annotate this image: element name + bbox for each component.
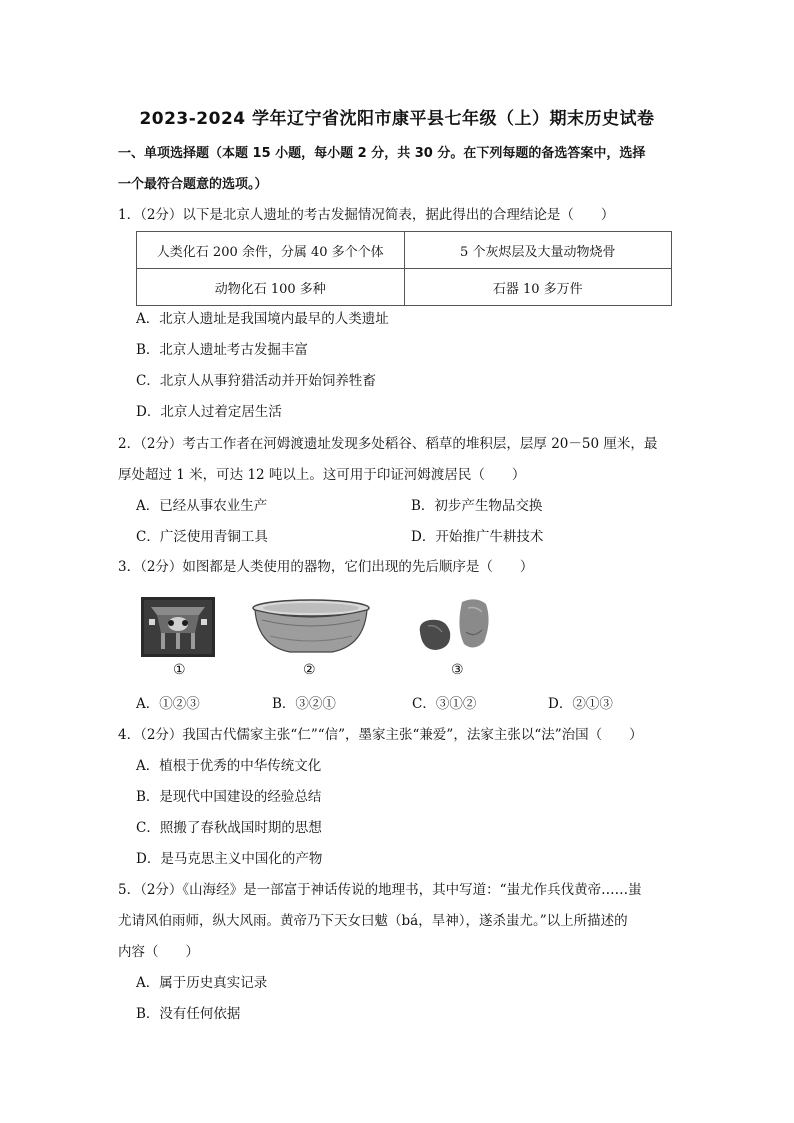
q3-option-a[interactable]: A．①②③ — [136, 696, 200, 712]
figure-caption-1: ① — [173, 662, 186, 678]
q2-option-a[interactable]: A．已经从事农业生产 — [136, 498, 268, 514]
q1-table-cell: 人类化石 200 余件，分属 40 多个个体 — [137, 232, 405, 269]
q1-table-cell: 动物化石 100 多种 — [137, 269, 405, 306]
q5-stem-line-2: 尤请风伯雨师，纵大风雨。黄帝乃下天女曰魃（bá，旱神），遂杀蚩尤。”以上所描述的 — [118, 913, 628, 929]
pottery-bowl-image — [250, 598, 372, 656]
q1-option-c[interactable]: C．北京人从事狩猎活动并开始饲养牲畜 — [136, 373, 376, 389]
q2-option-c[interactable]: C．广泛使用青铜工具 — [136, 529, 268, 545]
section-heading-line-1: 一、单项选择题（本题 15 小题，每小题 2 分，共 30 分。在下列每题的备选答案中，选择 — [118, 146, 646, 161]
q4-stem: 4．（2分）我国古代儒家主张“仁”“信”，墨家主张“兼爱”，法家主张以“法”治国（ ） — [118, 727, 643, 743]
q2-option-d[interactable]: D．开始推广牛耕技术 — [411, 529, 544, 545]
section-heading-line-2: 一个最符合题意的选项。） — [118, 177, 268, 192]
q1-option-b[interactable]: B．北京人遗址考古发掘丰富 — [136, 342, 308, 358]
stone-tools-image — [410, 592, 500, 660]
q3-option-b[interactable]: B．③②① — [272, 696, 336, 712]
q1-table-cell: 5 个灰烬层及大量动物烧骨 — [404, 232, 672, 269]
q1-table-cell: 石器 10 多万件 — [404, 269, 672, 306]
q4-option-c[interactable]: C．照搬了春秋战国时期的思想 — [136, 820, 322, 836]
q3-stem: 3．（2分）如图都是人类使用的器物，它们出现的先后顺序是（ ） — [118, 559, 534, 575]
q4-option-b[interactable]: B．是现代中国建设的经验总结 — [136, 789, 322, 805]
q2-stem-line-2: 厚处超过 1 米，可达 12 吨以上。这可用于印证河姆渡居民（ ） — [118, 467, 526, 483]
q1-option-a[interactable]: A．北京人遗址是我国境内最早的人类遗址 — [136, 311, 389, 327]
q4-option-a[interactable]: A．植根于优秀的中华传统文化 — [136, 758, 322, 774]
q4-option-d[interactable]: D．是马克思主义中国化的产物 — [136, 851, 323, 867]
q1-table — [136, 231, 672, 306]
q1-option-d[interactable]: D．北京人过着定居生活 — [136, 404, 282, 420]
bronze-vessel-image — [141, 597, 215, 657]
page-title: 2023-2024 学年辽宁省沈阳市康平县七年级（上）期末历史试卷 — [139, 109, 655, 129]
q3-option-c[interactable]: C．③①② — [412, 696, 477, 712]
q1-stem: 1．（2分）以下是北京人遗址的考古发掘情况简表，据此得出的合理结论是（ ） — [118, 207, 615, 223]
figure-caption-2: ② — [303, 662, 316, 678]
q5-stem-line-1: 5．（2分）《山海经》是一部富于神话传说的地理书，其中写道：“蚩尤作兵伐黄帝……蚩 — [118, 882, 642, 898]
q5-option-a[interactable]: A．属于历史真实记录 — [136, 975, 268, 991]
figure-caption-3: ③ — [451, 662, 464, 678]
q2-option-b[interactable]: B．初步产生物品交换 — [411, 498, 543, 514]
q5-option-b[interactable]: B．没有任何依据 — [136, 1006, 241, 1022]
q3-option-d[interactable]: D．②①③ — [548, 696, 613, 712]
q5-stem-line-3: 内容（ ） — [118, 944, 199, 960]
q2-stem-line-1: 2．（2分）考古工作者在河姆渡遗址发现多处稻谷、稻草的堆积层，层厚 20－50 厘米，最 — [118, 436, 658, 452]
